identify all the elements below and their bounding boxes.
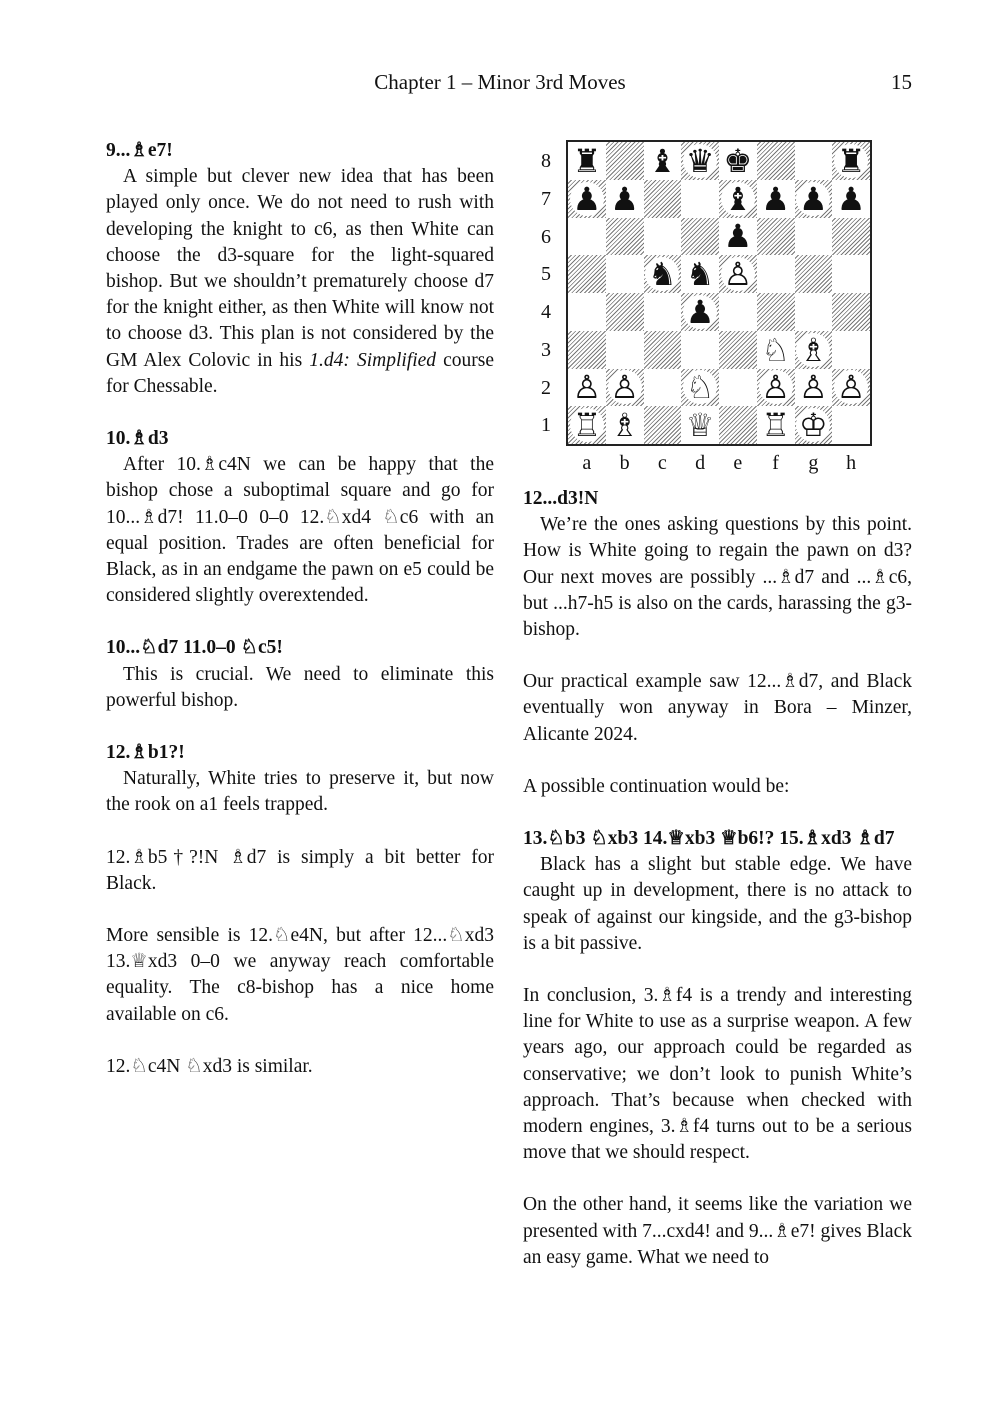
chess-piece-icon: ♜ bbox=[834, 144, 868, 178]
square-h7 bbox=[832, 180, 870, 218]
square-c1 bbox=[644, 406, 682, 444]
square-c2 bbox=[644, 369, 682, 407]
square-b8 bbox=[606, 142, 644, 180]
square-h8 bbox=[832, 142, 870, 180]
rank-label: 6 bbox=[541, 225, 551, 248]
square-g3 bbox=[795, 331, 833, 369]
chess-board bbox=[566, 140, 872, 446]
move-heading: 12...d3!N bbox=[523, 488, 599, 509]
chess-piece-icon: ♜ bbox=[572, 141, 602, 180]
square-f4 bbox=[757, 293, 795, 331]
square-c8 bbox=[644, 142, 682, 180]
square-d5 bbox=[681, 255, 719, 293]
rank-label: 2 bbox=[541, 376, 551, 399]
square-b2 bbox=[606, 369, 644, 407]
paragraph: A possible continuation would be: bbox=[523, 775, 790, 797]
file-label: e bbox=[733, 452, 743, 474]
paragraph: In conclusion, 3.♗f4 is a trendy and interesting line for White to use as a surprise weapon. A few years ago, our approach could be regarded as conservative; we don’t look to punish White’s approach. That’s because when checked with modern engines, 3.♗f4 turns out to be a serious move that we should respect. bbox=[523, 985, 912, 1164]
square-b4 bbox=[606, 293, 644, 331]
square-a3 bbox=[568, 331, 606, 369]
square-a1 bbox=[568, 406, 606, 444]
paragraph: After 10.♗c4N we can be happy that the bishop chose a suboptimal square and go for 10...♗d7! 11.0–0 0–0 12.♘xd4 ♘c6 with an equal position. Trades are often beneficial for Black, as in an endgame the pawn on e5 could be considered slightly overextended. bbox=[106, 454, 494, 607]
rank-label: 5 bbox=[541, 263, 551, 286]
square-a5 bbox=[568, 255, 606, 293]
chapter-title: Chapter 1 – Minor 3rd Moves bbox=[374, 70, 626, 94]
square-f3 bbox=[757, 331, 795, 369]
square-d6 bbox=[681, 218, 719, 256]
course-title: 1.d4: Simplified bbox=[309, 349, 437, 371]
square-g2 bbox=[795, 369, 833, 407]
square-d4 bbox=[681, 293, 719, 331]
paragraph: This is crucial. We need to eliminate this powerful bishop. bbox=[106, 663, 494, 711]
paragraph: We’re the ones asking questions by this point. How is White going to regain the pawn on d3? Our next moves are possibly ...♗d7 and ...♗c6, but ...h7-h5 is also on the cards, harassing the g3-bishop. bbox=[523, 514, 912, 641]
file-label: b bbox=[619, 452, 630, 474]
rank-label: 8 bbox=[541, 150, 551, 172]
chess-piece-icon: ♙ bbox=[608, 370, 642, 404]
square-h4 bbox=[832, 293, 870, 331]
paragraph: 12.♗b5†?!N ♗d7 is simply a bit better for Black. bbox=[106, 846, 494, 894]
square-e7 bbox=[719, 180, 757, 218]
square-g8 bbox=[795, 142, 833, 180]
square-d3 bbox=[681, 331, 719, 369]
square-d1 bbox=[681, 406, 719, 444]
chess-piece-icon: ♟ bbox=[796, 182, 830, 216]
square-f1 bbox=[757, 406, 795, 444]
square-h3 bbox=[832, 331, 870, 369]
file-label: d bbox=[695, 452, 706, 474]
page-number: 15 bbox=[891, 70, 912, 94]
square-e5 bbox=[719, 255, 757, 293]
square-e6 bbox=[719, 218, 757, 256]
left-column bbox=[106, 138, 494, 1106]
chess-piece-icon: ♟ bbox=[723, 217, 753, 256]
square-f6 bbox=[757, 218, 795, 256]
square-f2 bbox=[757, 369, 795, 407]
square-d7 bbox=[681, 180, 719, 218]
chess-piece-icon: ♟ bbox=[836, 179, 866, 218]
square-f7 bbox=[757, 180, 795, 218]
chess-piece-icon: ♞ bbox=[645, 257, 679, 291]
paragraph: Naturally, White tries to preserve it, but now the rook on a1 feels trapped. bbox=[106, 768, 494, 816]
chess-piece-icon: ♟ bbox=[761, 179, 790, 218]
square-c5 bbox=[644, 255, 682, 293]
chess-piece-icon: ♝ bbox=[721, 182, 755, 216]
square-h6 bbox=[832, 218, 870, 256]
chess-piece-icon: ♘ bbox=[683, 370, 717, 404]
square-e1 bbox=[719, 406, 757, 444]
file-label: a bbox=[582, 452, 592, 474]
square-h5 bbox=[832, 255, 870, 293]
square-f5 bbox=[757, 255, 795, 293]
square-g7 bbox=[795, 180, 833, 218]
chess-piece-icon: ♔ bbox=[796, 408, 830, 442]
chess-piece-icon: ♗ bbox=[796, 333, 830, 367]
square-a7 bbox=[568, 180, 606, 218]
square-f8 bbox=[757, 142, 795, 180]
square-e8 bbox=[719, 142, 757, 180]
chess-piece-icon: ♕ bbox=[685, 406, 715, 445]
chess-piece-icon: ♛ bbox=[683, 144, 717, 178]
paragraph: Black has a slight but stable edge. We have caught up in development, there is no attack to speak of against our kingside, and the g3-bishop is a bit passive. bbox=[523, 854, 912, 954]
rank-label: 3 bbox=[541, 338, 551, 361]
square-e4 bbox=[719, 293, 757, 331]
file-label: c bbox=[657, 452, 667, 474]
square-b6 bbox=[606, 218, 644, 256]
square-a4 bbox=[568, 293, 606, 331]
square-b3 bbox=[606, 331, 644, 369]
square-c7 bbox=[644, 180, 682, 218]
chess-piece-icon: ♙ bbox=[834, 370, 868, 404]
move-heading: 10.♗d3 bbox=[106, 428, 169, 450]
chess-piece-icon: ♞ bbox=[685, 255, 715, 294]
file-label: f bbox=[772, 452, 779, 474]
chess-diagram bbox=[535, 140, 875, 480]
square-e2 bbox=[719, 369, 757, 407]
square-c3 bbox=[644, 331, 682, 369]
file-label: g bbox=[808, 452, 819, 474]
square-b5 bbox=[606, 255, 644, 293]
paragraph: 12.♘c4N ♘xd3 is similar. bbox=[106, 1055, 313, 1077]
square-g5 bbox=[795, 255, 833, 293]
rank-label: 4 bbox=[541, 301, 551, 323]
square-a2 bbox=[568, 369, 606, 407]
paragraph: Our practical example saw 12...♗d7, and Black eventually won anyway in Bora – Minzer, Alicante 2024. bbox=[523, 671, 912, 745]
chess-piece-icon: ♙ bbox=[799, 368, 828, 407]
chess-piece-icon: ♙ bbox=[721, 257, 755, 291]
square-d2 bbox=[681, 369, 719, 407]
paragraph: On the other hand, it seems like the variation we presented with 7...cxd4! and 9...♗e7! gives Black an easy game. What we need to bbox=[523, 1194, 912, 1268]
chess-piece-icon: ♙ bbox=[759, 370, 793, 404]
square-b7 bbox=[606, 180, 644, 218]
chess-piece-icon: ♟ bbox=[570, 182, 604, 216]
chess-piece-icon: ♙ bbox=[572, 368, 602, 407]
move-heading: 10...♘d7 11.0–0 ♘c5! bbox=[106, 637, 283, 659]
square-h2 bbox=[832, 369, 870, 407]
move-heading: 9...♗e7! bbox=[106, 140, 173, 161]
chess-piece-icon: ♖ bbox=[570, 408, 604, 442]
move-heading: 12.♗b1?! bbox=[106, 742, 185, 764]
chess-piece-icon: ♖ bbox=[761, 406, 790, 445]
chess-piece-icon: ♝ bbox=[648, 141, 677, 180]
paragraph: More sensible is 12.♘e4N, but after 12...♘xd3 13.♕xd3 0–0 we anyway reach comfortable equality. The c8-bishop has a nice home available on c6. bbox=[106, 925, 494, 1025]
square-g4 bbox=[795, 293, 833, 331]
rank-label: 7 bbox=[541, 187, 551, 210]
square-g1 bbox=[795, 406, 833, 444]
square-d8 bbox=[681, 142, 719, 180]
chess-piece-icon: ♟ bbox=[683, 295, 717, 329]
chess-piece-icon: ♟ bbox=[610, 179, 639, 218]
rank-label: 1 bbox=[541, 414, 551, 437]
square-e3 bbox=[719, 331, 757, 369]
square-c4 bbox=[644, 293, 682, 331]
square-g6 bbox=[795, 218, 833, 256]
move-heading: 13.♘b3 ♘xb3 14.♕xb3 ♕b6!? 15.♗xd3 ♗d7 bbox=[523, 828, 895, 850]
chess-piece-icon: ♘ bbox=[761, 330, 790, 369]
paragraph: A simple but clever new idea that has been played only once. We do not need to rush with developing the knight to c6, as then White can choose the d3-square for the light-squared bishop. But we shouldn’t prematurely choose d7 for the knight either, as then White will know not to choose d3. This plan is not considered by the GM Alex Colovic in his 1.d4: Simplified course for Chessable. bbox=[106, 166, 494, 397]
square-b1 bbox=[606, 406, 644, 444]
file-label: h bbox=[846, 452, 857, 474]
square-c6 bbox=[644, 218, 682, 256]
chess-piece-icon: ♚ bbox=[723, 141, 753, 180]
square-h1 bbox=[832, 406, 870, 444]
chess-piece-icon: ♗ bbox=[610, 406, 639, 445]
right-column bbox=[523, 486, 912, 1297]
square-a8 bbox=[568, 142, 606, 180]
square-a6 bbox=[568, 218, 606, 256]
